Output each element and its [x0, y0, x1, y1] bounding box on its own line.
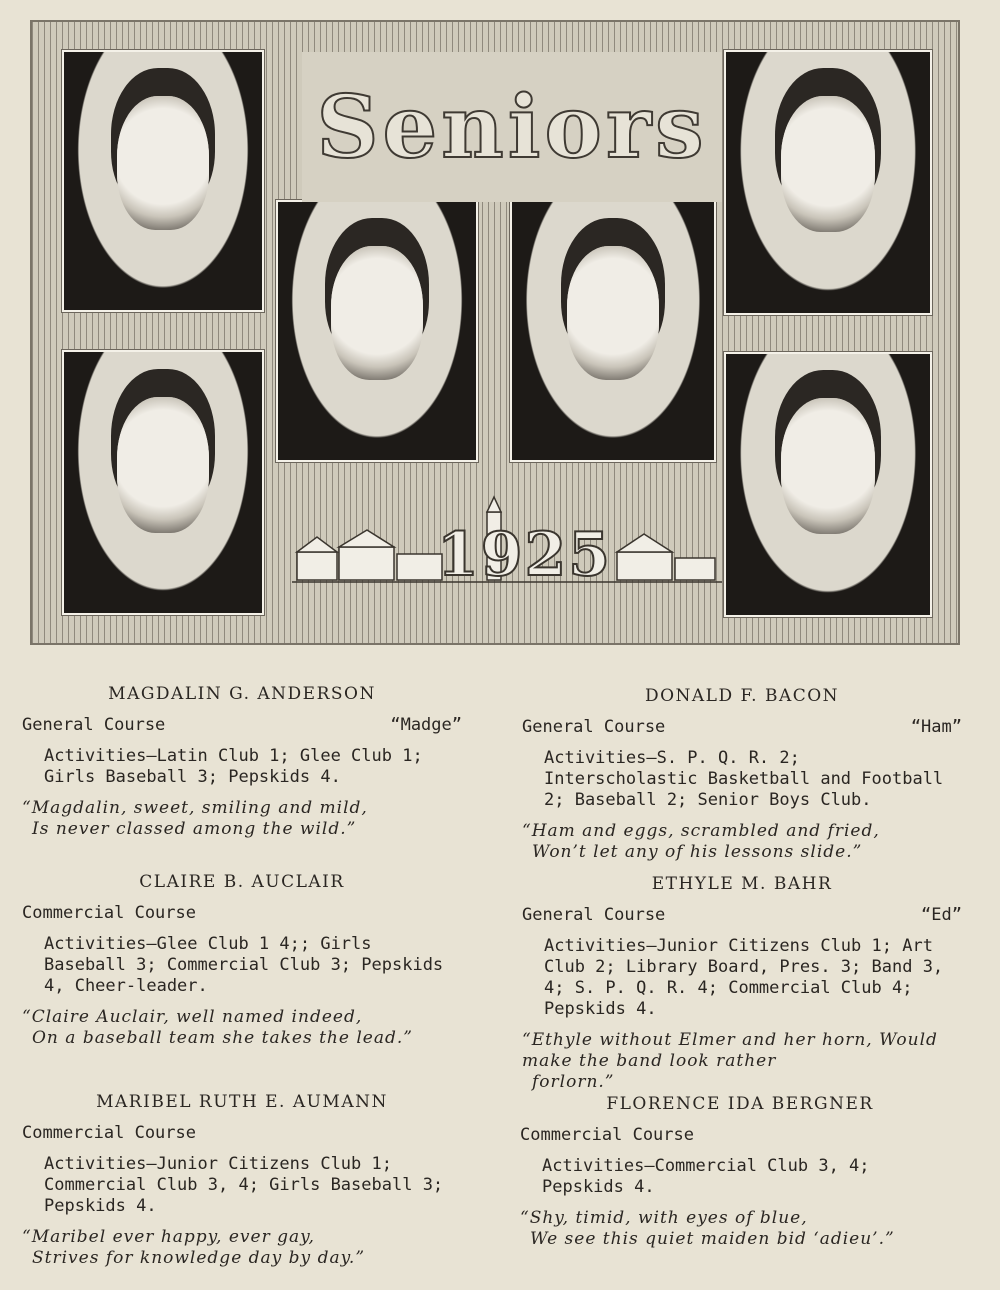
senior-entry: [22, 1092, 462, 1269]
senior-name: DONALD F. BACON: [644, 686, 840, 706]
portrait-photo: [62, 350, 264, 615]
senior-entry: [22, 684, 462, 840]
quote-line: Won’t let any of his lessons slide.”: [532, 842, 863, 862]
senior-activities: Activities—Latin Club 1; Glee Club 1; Girls Baseball 3; Pepskids 4.: [44, 746, 423, 787]
senior-name: ETHYLE M. BAHR: [651, 874, 833, 894]
senior-quote: [520, 1208, 960, 1250]
portrait-photo: [62, 50, 264, 312]
quote-line: Is never classed among the wild.”: [32, 819, 357, 839]
quote-line: On a baseball team she takes the lead.”: [32, 1028, 413, 1048]
senior-activities: Activities—Junior Citizens Club 1; Art Club 2; Library Board, Pres. 3; Band 3, 4; S. P. Q. R. 4; Commercial Club 4; Pepskids 4.: [544, 936, 944, 1019]
senior-entry: [520, 1094, 960, 1250]
class-year: 1925: [437, 520, 612, 590]
senior-course: Commercial Course: [22, 903, 196, 923]
senior-course: General Course: [522, 717, 666, 737]
senior-quote: [22, 798, 462, 840]
senior-entry: [522, 686, 962, 863]
quote-line: “Magdalin, sweet, smiling and mild,: [22, 798, 368, 818]
portrait-photo: [724, 352, 932, 617]
portrait-photo: [724, 50, 932, 315]
quote-line: “Ham and eggs, scrambled and fried,: [522, 821, 880, 841]
quote-line: We see this quiet maiden bid ‘adieu’.”: [530, 1229, 895, 1249]
senior-quote: [522, 1030, 962, 1093]
year-illustration: [287, 492, 727, 602]
senior-quote: [22, 1227, 462, 1269]
portrait-photo: [276, 200, 478, 462]
senior-activities: Activities—Junior Citizens Club 1; Commercial Club 3, 4; Girls Baseball 3; Pepskids 4.: [44, 1154, 444, 1216]
quote-line: Strives for knowledge day by day.”: [32, 1248, 366, 1268]
senior-course: General Course: [22, 715, 166, 735]
senior-activities: Activities—Glee Club 1 4;; Girls Baseball 3; Commercial Club 3; Pepskids 4, Cheer-leader.: [44, 934, 444, 996]
senior-name: FLORENCE IDA BERGNER: [606, 1094, 874, 1114]
senior-activities: Activities—S. P. Q. R. 2; Interscholastic Basketball and Football 2; Baseball 2; Senior Boys Club.: [544, 748, 944, 810]
senior-activities: Activities—Commercial Club 3, 4; Pepskids 4.: [542, 1156, 870, 1197]
quote-line: “Claire Auclair, well named indeed,: [22, 1007, 363, 1027]
quote-line: “Shy, timid, with eyes of blue,: [520, 1208, 808, 1228]
senior-course: Commercial Course: [520, 1125, 694, 1145]
quote-line: “Maribel ever happy, ever gay,: [22, 1227, 315, 1247]
senior-name: CLAIRE B. AUCLAIR: [139, 872, 345, 892]
senior-name: MARIBEL RUTH E. AUMANN: [96, 1092, 388, 1112]
senior-course: Commercial Course: [22, 1123, 196, 1143]
senior-entry: [522, 874, 962, 1093]
page-title: Seniors: [302, 52, 722, 202]
senior-course: General Course: [522, 905, 666, 925]
senior-nickname: “Ed”: [921, 905, 962, 925]
senior-nickname: “Ham”: [910, 717, 962, 737]
senior-quote: [22, 1007, 462, 1049]
portrait-photo: [510, 200, 716, 462]
seniors-banner: [30, 20, 960, 645]
senior-nickname: “Madge”: [390, 715, 462, 735]
senior-quote: [522, 821, 962, 863]
quote-line: “Ethyle without Elmer and her horn, Would make the band look rather: [522, 1030, 938, 1071]
senior-entry: [22, 872, 462, 1049]
senior-name: MAGDALIN G. ANDERSON: [108, 684, 376, 704]
quote-line: forlorn.”: [532, 1072, 615, 1092]
